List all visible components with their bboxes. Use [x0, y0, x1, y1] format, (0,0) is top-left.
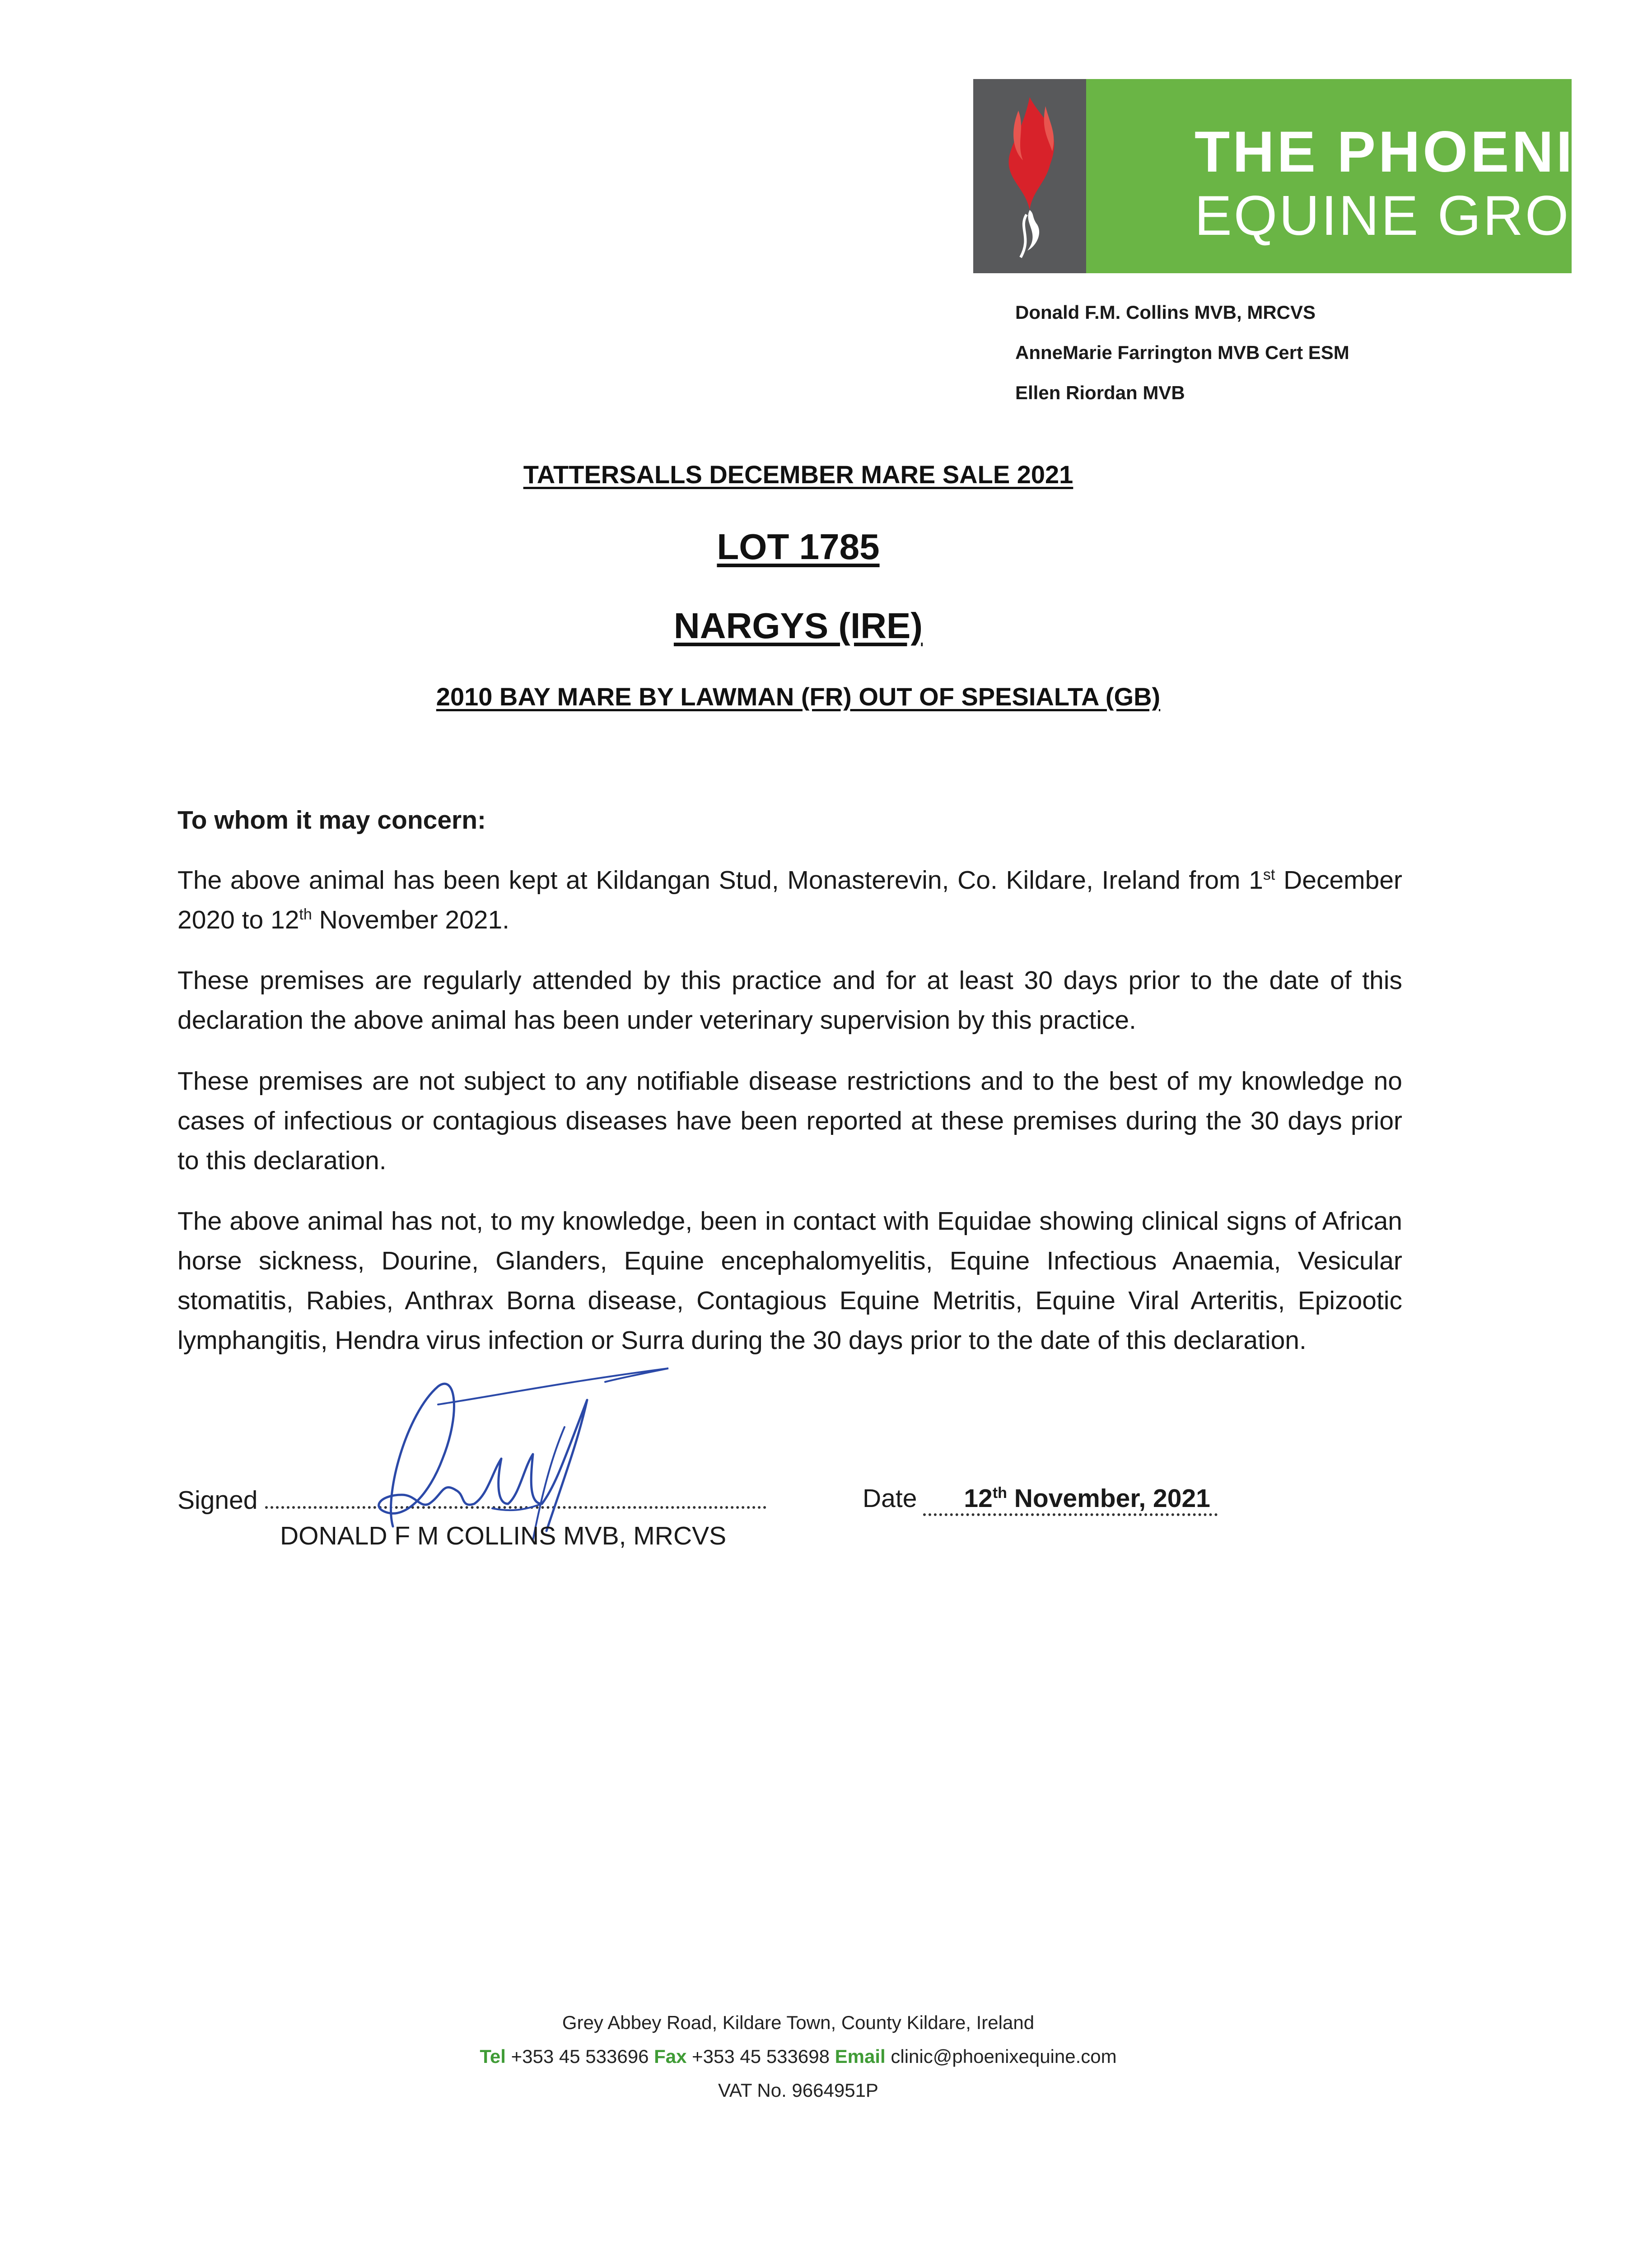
- footer-fax: +353 45 533698: [692, 2046, 830, 2067]
- handwritten-signature: [352, 1359, 695, 1549]
- signer-name: DONALD F M COLLINS MVB, MRCVS: [280, 1521, 727, 1550]
- date-sup: th: [992, 1484, 1007, 1502]
- footer-vat: VAT No. 9664951P: [718, 2080, 878, 2101]
- footer-fax-label: Fax: [654, 2046, 687, 2067]
- para1-sup-2: th: [299, 906, 312, 923]
- footer-tel: +353 45 533696: [511, 2046, 649, 2067]
- date-label: Date: [863, 1484, 917, 1513]
- date-line: [863, 1484, 1218, 1516]
- salutation: To whom it may concern:: [177, 806, 486, 835]
- para1-sup-1: st: [1263, 866, 1275, 883]
- date-rest: November, 2021: [1007, 1484, 1210, 1513]
- logo-wordmark: [1086, 79, 1652, 273]
- signed-label: Signed: [177, 1486, 258, 1515]
- footer-email-label: Email: [835, 2046, 886, 2067]
- para1-text-a: The above animal has been kept at Kildangan Stud, Monasterevin, Co. Kildare, Ireland from 1: [177, 866, 1263, 895]
- footer-contacts: [0, 2046, 1596, 2067]
- sale-title: TATTERSALLS DECEMBER MARE SALE 2021: [523, 460, 1073, 489]
- vet-name-2: AnneMarie Farrington MVB Cert ESM: [1015, 342, 1349, 363]
- logo-line-1: THE PHOENIX: [1195, 120, 1616, 184]
- footer-email: clinic@phoenixequine.com: [891, 2046, 1117, 2067]
- footer-tel-label: Tel: [480, 2046, 506, 2067]
- phoenix-flame-icon: [973, 79, 1086, 273]
- vet-name-1: Donald F.M. Collins MVB, MRCVS: [1015, 302, 1316, 323]
- horse-name: NARGYS (IRE): [673, 606, 923, 646]
- date-day: 12: [964, 1484, 993, 1513]
- paragraph-supervision: These premises are regularly attended by this practice and for at least 30 days prior to the date of this declaration the above animal has been under veterinary supervision by this practice.: [177, 966, 1402, 1035]
- logo-line-2: EQUINE GROUP: [1195, 185, 1652, 247]
- footer-address: Grey Abbey Road, Kildare Town, County Kildare, Ireland: [562, 2012, 1035, 2033]
- paragraph-contact-declaration: The above animal has not, to my knowledge, been in contact with Equidae showing clinical signs of African horse sickness, Dourine, Glanders, Equine encephalomyelitis, Equine Infectious Anaemia, Vesicular stomatitis, Rabies, Anthrax Borna disease, Contagious Equine Metritis, Equine Viral Arteritis, Epizootic lymphangitis, Hendra virus infection or Surra during the 30 days prior to the date of this declaration.: [177, 1207, 1402, 1355]
- lot-number: LOT 1785: [717, 527, 880, 567]
- para1-text-b: December 2020 to 12: [177, 866, 1403, 934]
- date-value: [923, 1484, 1217, 1516]
- para1-text-c: November 2021.: [312, 905, 510, 934]
- company-logo: [973, 79, 1652, 273]
- breeding-line: 2010 BAY MARE BY LAWMAN (FR) OUT OF SPESIALTA (GB): [436, 682, 1161, 711]
- vet-name-3: Ellen Riordan MVB: [1015, 382, 1185, 403]
- paragraph-premises-dates: [177, 860, 1402, 940]
- paragraph-disease-restrictions: These premises are not subject to any notifiable disease restrictions and to the best of my knowledge no cases of infectious or contagious diseases have been reported at these premises during the 30 days prior to this declaration.: [177, 1067, 1402, 1175]
